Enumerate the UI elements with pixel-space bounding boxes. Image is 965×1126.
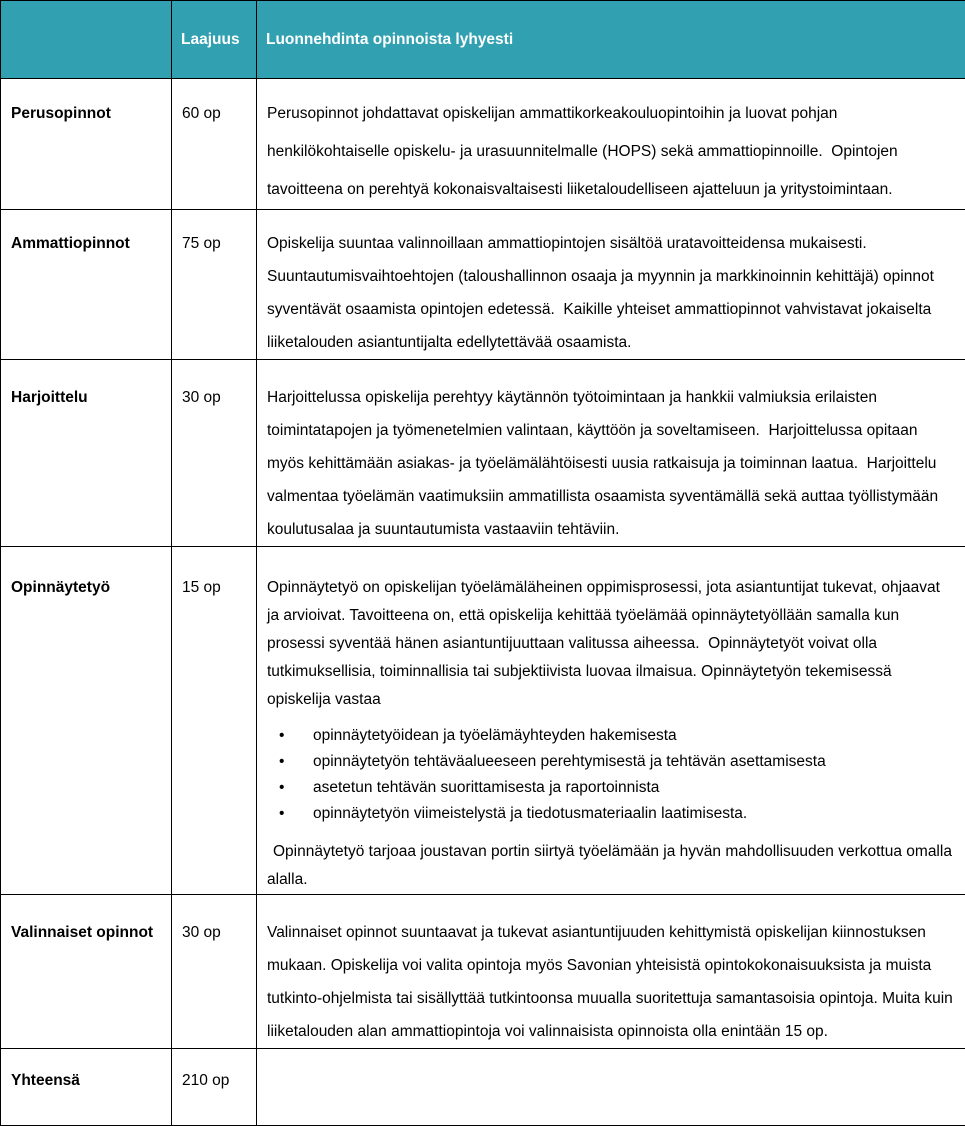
table-row-valinnaiset-opinnot [1,895,965,1049]
header-category-cell [1,1,172,79]
row-label: Harjoittelu [1,360,172,547]
description-cell [257,895,965,1049]
table-row-ammattiopinnot [1,210,965,360]
row-label: Valinnaiset opinnot [1,895,172,1049]
header-extent-cell: Laajuus [172,1,257,79]
table-row-harjoittelu [1,360,965,547]
row-label: Opinnäytetyö [1,547,172,895]
description-intro-text: Opinnäytetyö on opiskelijan työelämäläheinen oppimisprosessi, jota asiantuntijat tukevat, ohjaavat ja arvioivat. Tavoitteena on, että opiskelija kehittää työelämää opinnäytetyöllään samalla kun prosessi syventää hänen asiantuntijuuttaan valitussa aiheessa. Opinnäytetyöt voivat olla tutkimuksellisia, toiminnallisia tai subjektiivista luovaa ilmaisua. Opinnäytetyön tekemisessä opiskelija vastaa [267,574,955,714]
bullet-item: • opinnäytetyön tehtäväalueeseen perehtymisestä ja tehtävän asettamisesta [267,749,955,775]
description-text: Perusopinnot johdattavat opiskelijan ammattikorkeakouluopintoihin ja luovat pohjan henkilökohtaiselle opiskelu- ja urasuunnitelmalle (HOPS) sekä ammattiopinnoille. Opintojen tavoitteena on perehtyä kokonaisvaltaisesti liiketaloudelliseen ajatteluun ja yritystoimintaan. [267,95,955,209]
description-text: Valinnaiset opinnot suuntaavat ja tukevat asiantuntijuuden kehittymistä opiskelijan kiinnostuksen mukaan. Opiskelija voi valita opintoja myös Savonian yhteisistä opintokokonaisuuksista ja muista tutkinto-ohjelmista tai sisällyttää tutkintoonsa muualla suoritettuja samantasoisia opintoja. Muita kuin liiketalouden alan ammattiopintoja voi valinnaisista opinnoista olla enintään 15 op. [267,916,955,1048]
table-row-yhteensa [1,1049,965,1126]
description-cell [257,79,965,210]
credits-cell: 60 op [172,79,257,210]
bullet-item: • opinnäytetyöidean ja työelämäyhteyden hakemisesta [267,723,955,749]
credits-cell: 15 op [172,547,257,895]
row-label: Perusopinnot [1,79,172,210]
description-cell [257,1049,965,1126]
table-header-row [1,1,965,79]
credits-cell: 30 op [172,895,257,1049]
credits-cell: 30 op [172,360,257,547]
description-cell [257,360,965,547]
row-label: Ammattiopinnot [1,210,172,360]
table-row-opinnaytetyo [1,547,965,895]
credits-cell: 75 op [172,210,257,360]
description-outro-text: Opinnäytetyö tarjoaa joustavan portin siirtyä työelämään ja hyvän mahdollisuuden verkottua omalla alalla. [267,838,955,894]
description-cell [257,210,965,360]
description-text: Harjoittelussa opiskelija perehtyy käytännön työtoimintaan ja hankkii valmiuksia erilaisten toimintatapojen ja työmenetelmien valintaan, käyttöön ja soveltamiseen. Harjoittelussa opitaan myös kehittämään asiakas- ja työelämälähtöisesti uusia ratkaisuja ja toiminnan laatua. Harjoittelu valmentaa työelämän vaatimuksiin ammatillista osaamista syventämällä sekä auttaa työllistymään koulutusalaa ja suuntautumista vastaaviin tehtäviin. [267,381,955,546]
row-label: Yhteensä [1,1049,172,1126]
bullet-item: • opinnäytetyön viimeistelystä ja tiedotusmateriaalin laatimisesta. [267,801,955,827]
table-row-perusopinnot [1,79,965,210]
description-cell [257,547,965,895]
description-text: Opiskelija suuntaa valinnoillaan ammattiopintojen sisältöä uratavoitteidensa mukaisesti. Suuntautumisvaihtoehtojen (taloushallinnon osaaja ja myynnin ja markkinoinnin kehittäjä) opinnot syventävät osaamista opintojen edetessä. Kaikille yhteiset ammattiopinnot vahvistavat jokaiselta liiketalouden asiantuntijalta edellytettävää osaamista. [267,227,955,359]
credits-cell: 210 op [172,1049,257,1126]
header-description-cell: Luonnehdinta opinnoista lyhyesti [257,1,965,79]
bullet-item: • asetetun tehtävän suorittamisesta ja raportoinnista [267,775,955,801]
bullet-list [267,723,955,827]
